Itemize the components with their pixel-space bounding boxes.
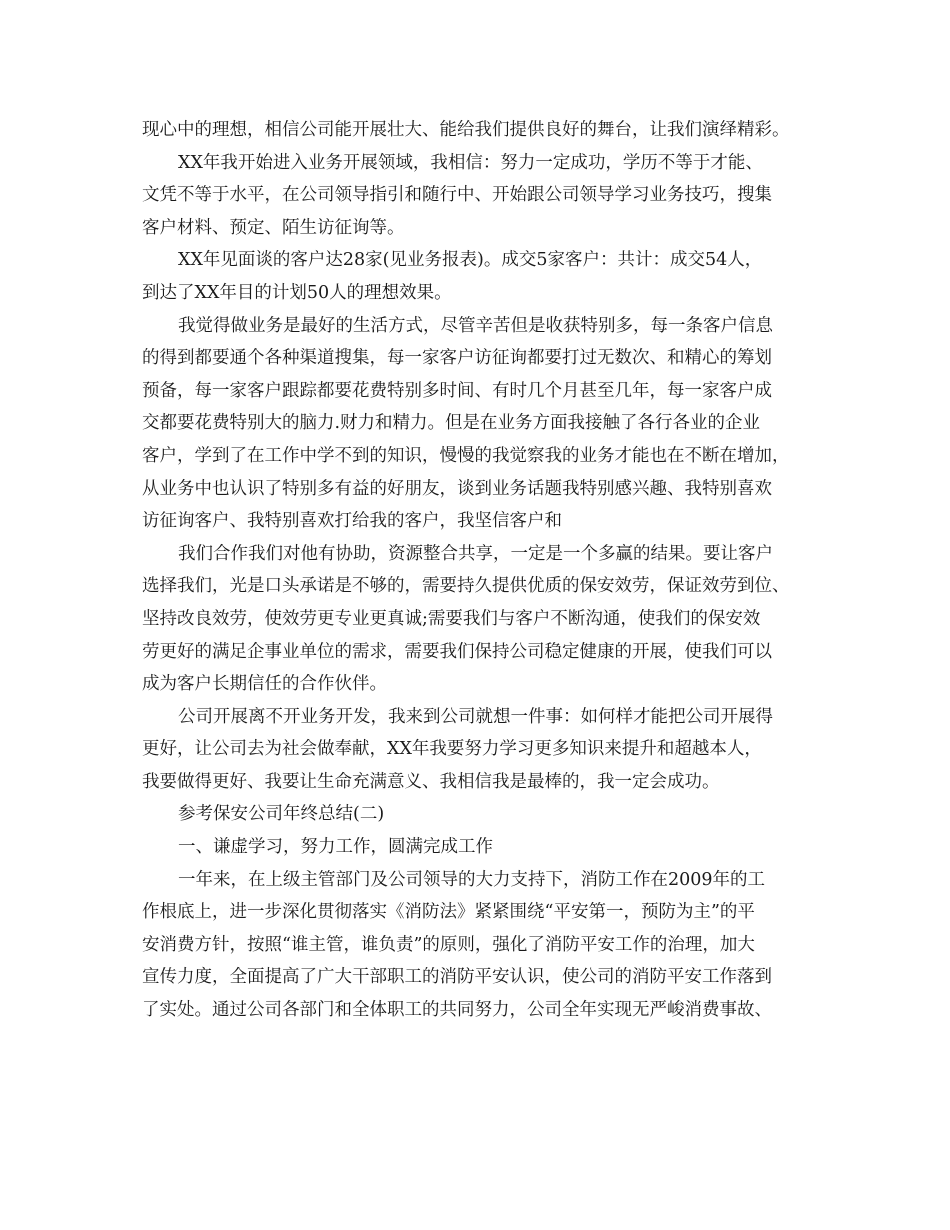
text-line: 的得到都要通个各种渠道搜集，每一家客户访征询都要打过无数次、和精心的筹划 <box>142 348 772 369</box>
text-line: 我觉得做业务是最好的生活方式，尽管辛苦但是收获特别多，每一条客户信息 <box>178 315 773 336</box>
text-line: 坚持改良效劳，使效劳更专业更真诚;需要我们与客户不断沟通，使我们的保安效 <box>142 608 761 629</box>
text-line: 公司开展离不开业务开发，我来到公司就想一件事：如何样才能把公司开展得 <box>178 706 773 727</box>
text-line: 参考保安公司年终总结(二) <box>178 804 385 825</box>
text-line: 一年来，在上级主管部门及公司领导的大力支持下，消防工作在2009年的工 <box>178 869 766 890</box>
text-line: 到达了XX年目的计划50人的理想效果。 <box>142 282 452 303</box>
text-line: 了实处。通过公司各部门和全体职工的共同努力，公司全年实现无严峻消费事故、 <box>142 1000 772 1021</box>
text-line: 从业务中也认识了特别多有益的好朋友，谈到业务话题我特别感兴趣、我特别喜欢 <box>142 478 772 499</box>
text-line: 文凭不等于水平，在公司领导指引和随行中、开始跟公司领导学习业务技巧，搜集 <box>142 185 772 206</box>
text-line: 我们合作我们对他有协助，资源整合共享，一定是一个多赢的结果。要让客户 <box>178 543 773 564</box>
text-line: 劳更好的满足企事业单位的需求，需要我们保持公司稳定健康的开展，使我们可以 <box>142 641 772 662</box>
text-line: XX年见面谈的客户达28家(见业务报表)。成交5家客户：共计：成交54人， <box>178 250 763 271</box>
text-line: 宣传力度，全面提高了广大干部职工的消防平安认识，使公司的消防平安工作落到 <box>142 967 772 988</box>
text-line: 安消费方针，按照“谁主管，谁负责”的原则，强化了消防平安工作的治理，加大 <box>142 934 755 955</box>
text-line: XX年我开始进入业务开展领域，我相信：努力一定成功，学历不等于才能、 <box>178 152 763 173</box>
text-line: 一、谦虚学习，努力工作，圆满完成工作 <box>178 837 493 858</box>
text-line: 更好，让公司去为社会做奉献，XX年我要努力学习更多知识来提升和超越本人， <box>142 739 762 760</box>
text-line: 交都要花费特别大的脑力.财力和精力。但是在业务方面我接触了各行各业的企业 <box>142 413 761 434</box>
text-line: 预备，每一家客户跟踪都要花费特别多时间、有时几个月甚至几年，每一家客户成 <box>142 380 772 401</box>
text-line: 现心中的理想，相信公司能开展壮大、能给我们提供良好的舞台，让我们演绎精彩。 <box>142 120 790 140</box>
text-line: 访征询客户、我特别喜欢打给我的客户，我坚信客户和 <box>142 511 562 532</box>
text-line: 客户材料、预定、陌生访征询等。 <box>142 217 405 238</box>
document-body <box>142 114 822 1027</box>
text-line: 作根底上，进一步深化贯彻落实《消防法》紧紧围绕“平安第一，预防为主”的平 <box>142 902 755 923</box>
text-line: 成为客户长期信任的合作伙伴。 <box>142 674 387 695</box>
text-line: 客户，学到了在工作中学不到的知识，慢慢的我觉察我的业务才能也在不断在增加， <box>142 445 790 466</box>
text-line: 选择我们，光是口头承诺是不够的，需要持久提供优质的保安效劳，保证效劳到位、 <box>142 576 790 597</box>
text-line: 我要做得更好、我要让生命充满意义、我相信我是最棒的，我一定会成功。 <box>142 771 720 792</box>
